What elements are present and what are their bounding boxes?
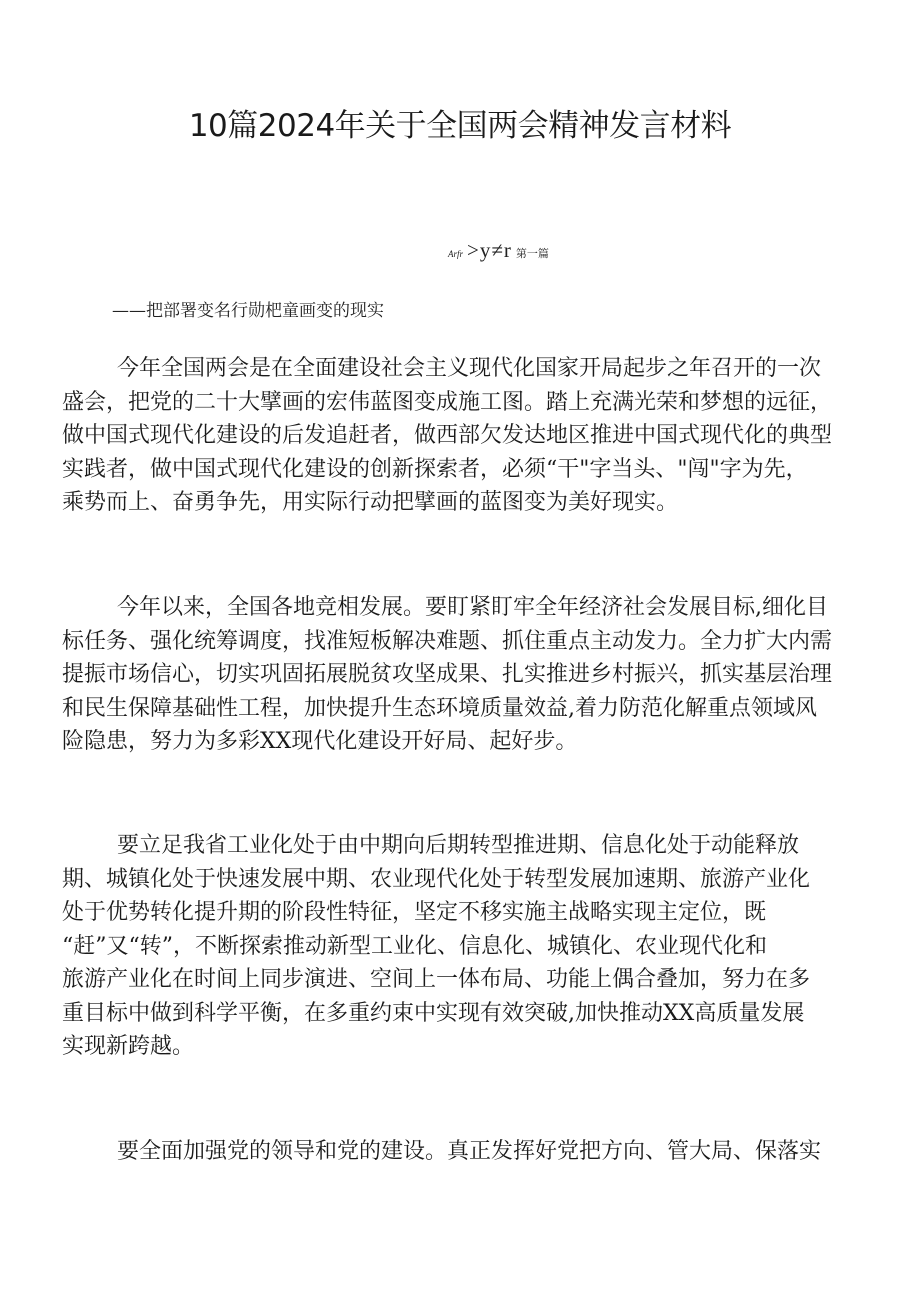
paragraph-line: 实现新跨越。 [62,1034,195,1059]
paragraph-line: 标任务、强化统筹调度，找准短板解决难题、抓住重点主动发力。全力扩大内需 [62,628,833,654]
paragraph-line: 实践者，做中国式现代化建设的创新探索者，必须“干"字当头、"闯"字为先， [62,456,808,482]
paragraph-line: “赶”又“转”，不断探索推动新型工业化、信息化、城镇化、农业现代化和 [62,933,767,959]
paragraph [62,829,810,1064]
section-marker-main: >y≠r [467,238,512,262]
paragraph-line: 旅游产业化在时间上同步演进、空间上一体布局、功能上偶合叠加，努力在多 [62,967,811,992]
paragraph-line: 要立足我省工业化处于由中期向后期转型推进期、信息化处于动能释放 [117,833,800,858]
section-marker-label: 第一篇 [515,247,549,260]
paragraph-line: 处于优势转化提升期的阶段性特征，坚定不移实施主战略实现主定位，既 [62,900,767,925]
subtitle: ——把部署变名行勋杷童画变的现实 [112,301,384,321]
paragraph-line: 险隐患，努力为多彩XX现代化建设开好局、起好步。 [62,729,578,754]
section-marker [448,238,549,263]
paragraph-line: 提振市场信心，切实巩固拓展脱贫攻坚成果、扎实推进乡村振兴，抓实基层治理 [62,662,833,687]
paragraph-line: 做中国式现代化建设的后发追赶者，做西部欠发达地区推进中国式现代化的典型 [62,423,833,448]
paragraph-line: 要全面加强党的领导和党的建设。真正发挥好党把方向、管大局、保落实 [117,1139,822,1164]
paragraph-line: 和民生保障基础性工程，加快提升生态环境质量效益,着力防范化解重点领域风 [62,695,817,721]
paragraph-line: 重目标中做到科学平衡，在多重约束中实现有效突破,加快推动XX高质量发展 [62,1000,805,1026]
paragraph-line: 今年全国两会是在全面建设社会主义现代化国家开局起步之年召开的一次 [117,356,822,381]
document-title: 10篇2024年关于全国两会精神发言材料 [188,108,732,144]
paragraph-line: 盛会，把党的二十大擘画的宏伟蓝图变成施工图。踏上充满光荣和梦想的远征， [62,389,833,415]
paragraph-line: 乘势而上、奋勇争先，用实际行动把擘画的蓝图变为美好现实。 [62,490,679,515]
section-marker-small: Arfr [448,249,464,259]
paragraph [62,352,832,520]
paragraph [62,1135,821,1169]
paragraph-line: 期、城镇化处于快速发展中期、农业现代化处于转型发展加速期、旅游产业化 [62,866,811,892]
paragraph-line: 今年以来，全国各地竞相发展。要盯紧盯牢全年经济社会发展目标,细化目 [117,595,828,620]
paragraph [62,591,832,759]
